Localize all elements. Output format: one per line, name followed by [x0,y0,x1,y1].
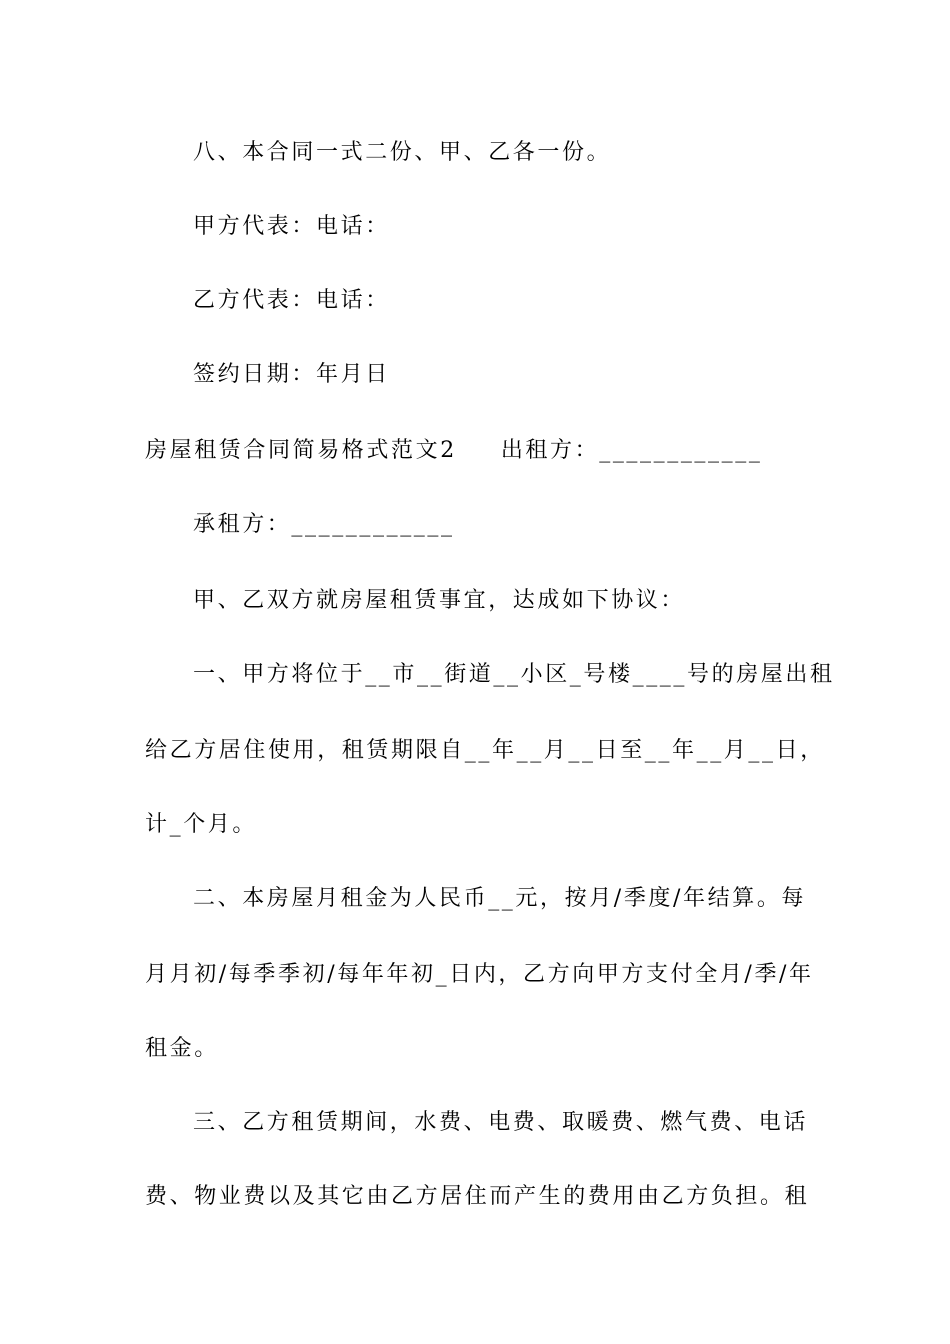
lessor-field: 出租方：____________ [500,438,763,463]
clause-1-line-2: 给乙方居住使用，租赁期限自__年__月__日至__年__月__日， [145,738,825,763]
lessee-field: 承租方：____________ [193,512,455,537]
clause-2-line-2: 月月初/每季季初/每年年初_日内，乙方向甲方支付全月/季/年 [145,962,814,987]
agreement-intro: 甲、乙双方就房屋租赁事宜，达成如下协议： [193,588,686,613]
clause-3-line-2: 费、物业费以及其它由乙方居住而产生的费用由乙方负担。租 [145,1184,810,1209]
party-a-representative: 甲方代表：电话： [193,214,390,239]
clause-8: 八、本合同一式二份、甲、乙各一份。 [193,140,612,165]
clause-2-line-1: 二、本房屋月租金为人民币__元，按月/季度/年结算。每 [193,886,807,911]
clause-3-line-1: 三、乙方租赁期间，水费、电费、取暖费、燃气费、电话 [193,1110,809,1135]
clause-1-line-1: 一、甲方将位于__市__街道__小区_号楼____号的房屋出租 [193,662,835,687]
party-b-representative: 乙方代表：电话： [193,288,390,313]
contract-title: 房屋租赁合同简易格式范文2 [145,438,457,463]
clause-2-line-3: 租金。 [145,1036,219,1061]
signing-date: 签约日期：年月日 [193,362,390,387]
clause-1-line-3: 计_个月。 [145,812,258,837]
title-and-lessor-line [145,436,810,466]
